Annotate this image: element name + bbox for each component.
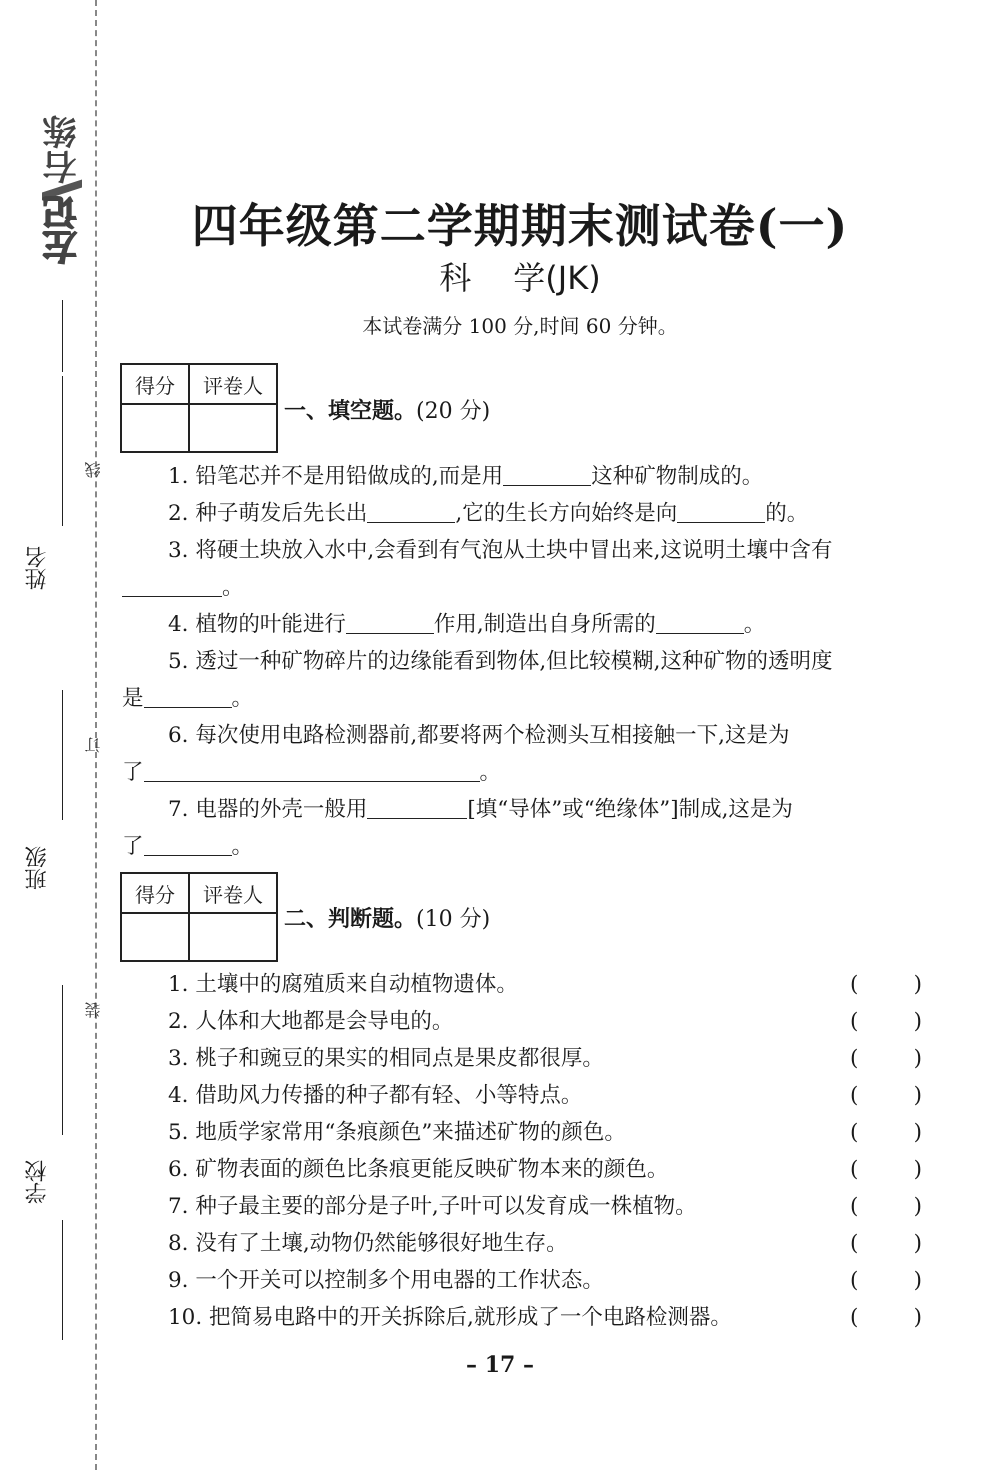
- answer-parentheses[interactable]: ( ): [850, 1120, 922, 1145]
- q7-text-c: 了: [122, 834, 144, 859]
- binding-dashed-line: [95, 0, 97, 1470]
- class-underline: [62, 690, 63, 820]
- tf-text: 5. 地质学家常用“条痕颜色”来描述矿物的颜色。: [168, 1120, 626, 1145]
- tf-question-9: [168, 1262, 928, 1299]
- page-title: 四年级第二学期期末测试卷(一): [191, 199, 849, 253]
- tf-text: 1. 土壤中的腐殖质来自动植物遗体。: [168, 972, 518, 997]
- grader-cell[interactable]: [189, 404, 277, 452]
- name-underline: [62, 376, 63, 526]
- q7-text-d: 。: [231, 834, 254, 859]
- fill-question-4: [122, 606, 922, 643]
- answer-blank[interactable]: [503, 464, 591, 487]
- tf-text: 10. 把简易电路中的开关拆除后,就形成了一个电路检测器。: [168, 1305, 732, 1330]
- answer-parentheses[interactable]: ( ): [850, 1231, 922, 1256]
- grader-label: 评卷人: [189, 364, 277, 404]
- q6-text-c: 。: [479, 760, 502, 785]
- brand-logo: [38, 112, 86, 262]
- q4-text-c: 。: [743, 612, 766, 637]
- tf-text: 4. 借助风力传播的种子都有轻、小等特点。: [168, 1083, 583, 1108]
- score-cell[interactable]: [121, 913, 189, 961]
- exam-note: 本试卷满分 100 分,时间 60 分钟。: [362, 314, 678, 338]
- q5-text-c: 。: [231, 686, 254, 711]
- q2-text-a: 2. 种子萌发后先长出: [168, 501, 368, 526]
- fill-question-7: [122, 791, 922, 865]
- class-label: 班级: [25, 846, 50, 890]
- section2-points: (10 分): [416, 907, 491, 932]
- q3-text-b: 。: [222, 575, 244, 600]
- answer-blank[interactable]: [346, 612, 434, 635]
- tf-question-10: [168, 1299, 928, 1336]
- answer-parentheses[interactable]: ( ): [850, 1009, 922, 1034]
- answer-blank[interactable]: [144, 760, 480, 783]
- section2-title: 二、判断题。: [284, 907, 417, 932]
- answer-parentheses[interactable]: ( ): [850, 1305, 922, 1330]
- answer-blank[interactable]: [677, 501, 765, 524]
- school-underline: [62, 985, 63, 1135]
- q4-text-b: 作用,制造出自身所需的: [433, 612, 656, 637]
- answer-parentheses[interactable]: ( ): [850, 1157, 922, 1182]
- tf-text: 7. 种子最主要的部分是子叶,子叶可以发育成一株植物。: [168, 1194, 697, 1219]
- q7-text-a: 7. 电器的外壳一般用: [168, 797, 368, 822]
- tf-question-7: [168, 1188, 928, 1225]
- score-label: 得分: [121, 364, 189, 404]
- fill-question-1: [122, 458, 922, 495]
- subject-part-b: 学(JK): [513, 259, 601, 297]
- tf-text: 6. 矿物表面的颜色比条痕更能反映矿物本来的颜色。: [168, 1157, 669, 1182]
- binding-mark-staple: 订: [84, 737, 103, 753]
- q2-text-c: 的。: [765, 501, 809, 526]
- tf-question-4: [168, 1077, 928, 1114]
- name-label: 姓名: [25, 546, 50, 590]
- q6-text-b: 了: [122, 760, 144, 785]
- subject-line: [140, 253, 900, 299]
- score-cell[interactable]: [121, 404, 189, 452]
- tf-question-5: [168, 1114, 928, 1151]
- q7-text-b: [填“导体”或“绝缘体”]制成,这是为: [467, 797, 793, 822]
- tf-text: 2. 人体和大地都是会导电的。: [168, 1009, 454, 1034]
- answer-blank[interactable]: [144, 686, 232, 709]
- tf-text: 9. 一个开关可以控制多个用电器的工作状态。: [168, 1268, 604, 1293]
- tf-question-8: [168, 1225, 928, 1262]
- fill-question-2: [122, 495, 922, 532]
- tf-question-3: [168, 1040, 928, 1077]
- answer-parentheses[interactable]: ( ): [850, 1268, 922, 1293]
- answer-parentheses[interactable]: ( ): [850, 972, 922, 997]
- score-box-2: [120, 872, 278, 962]
- binding-mark-bind: 装: [84, 1002, 103, 1018]
- q1-text-a: 1. 铅笔芯并不是用铅做成的,而是用: [168, 464, 504, 489]
- section1-heading: [284, 394, 490, 425]
- q1-text-b: 这种矿物制成的。: [591, 464, 764, 489]
- binding-mark-line: 线: [84, 462, 103, 478]
- fill-question-6: [122, 717, 922, 791]
- binding-underline-bottom: [62, 1220, 63, 1340]
- tf-text: 8. 没有了土壤,动物仍然能够很好地生存。: [168, 1231, 568, 1256]
- brand-part2: 右练: [43, 114, 83, 184]
- answer-parentheses[interactable]: ( ): [850, 1083, 922, 1108]
- answer-parentheses[interactable]: ( ): [850, 1046, 922, 1071]
- answer-blank[interactable]: [367, 501, 455, 524]
- section1-title: 一、填空题。: [284, 399, 417, 424]
- grader-label: 评卷人: [189, 873, 277, 913]
- q3-text-a: 3. 将硬土块放入水中,会看到有气泡从土块中冒出来,这说明土壤中含有: [168, 538, 833, 563]
- q4-text-a: 4. 植物的叶能进行: [168, 612, 346, 637]
- section1-points: (20 分): [416, 399, 491, 424]
- tf-question-1: [168, 966, 928, 1003]
- q5-text-a: 5. 透过一种矿物碎片的边缘能看到物体,但比较模糊,这种矿物的透明度: [168, 649, 833, 674]
- answer-parentheses[interactable]: ( ): [850, 1194, 922, 1219]
- tf-text: 3. 桃子和豌豆的果实的相同点是果皮都很厚。: [168, 1046, 604, 1071]
- tf-question-6: [168, 1151, 928, 1188]
- q2-text-b: ,它的生长方向始终是向: [455, 501, 678, 526]
- binding-underline-top: [62, 300, 63, 372]
- fill-question-3: [122, 532, 922, 606]
- answer-blank[interactable]: [144, 834, 232, 857]
- answer-blank[interactable]: [122, 575, 222, 598]
- answer-blank[interactable]: [367, 797, 467, 820]
- school-label: 学校: [25, 1160, 50, 1204]
- q5-text-b: 是: [122, 686, 144, 711]
- page-number: – 17 –: [466, 1352, 534, 1378]
- section2-heading: [284, 902, 490, 933]
- score-box-1: [120, 363, 278, 453]
- brand-part1: 左记: [43, 194, 83, 264]
- q6-text-a: 6. 每次使用电路检测器前,都要将两个检测头互相接触一下,这是为: [168, 723, 790, 748]
- grader-cell[interactable]: [189, 913, 277, 961]
- answer-blank[interactable]: [656, 612, 744, 635]
- fill-question-5: [122, 643, 922, 717]
- score-label: 得分: [121, 873, 189, 913]
- tf-question-2: [168, 1003, 928, 1040]
- subject-part-a: 科: [439, 259, 472, 297]
